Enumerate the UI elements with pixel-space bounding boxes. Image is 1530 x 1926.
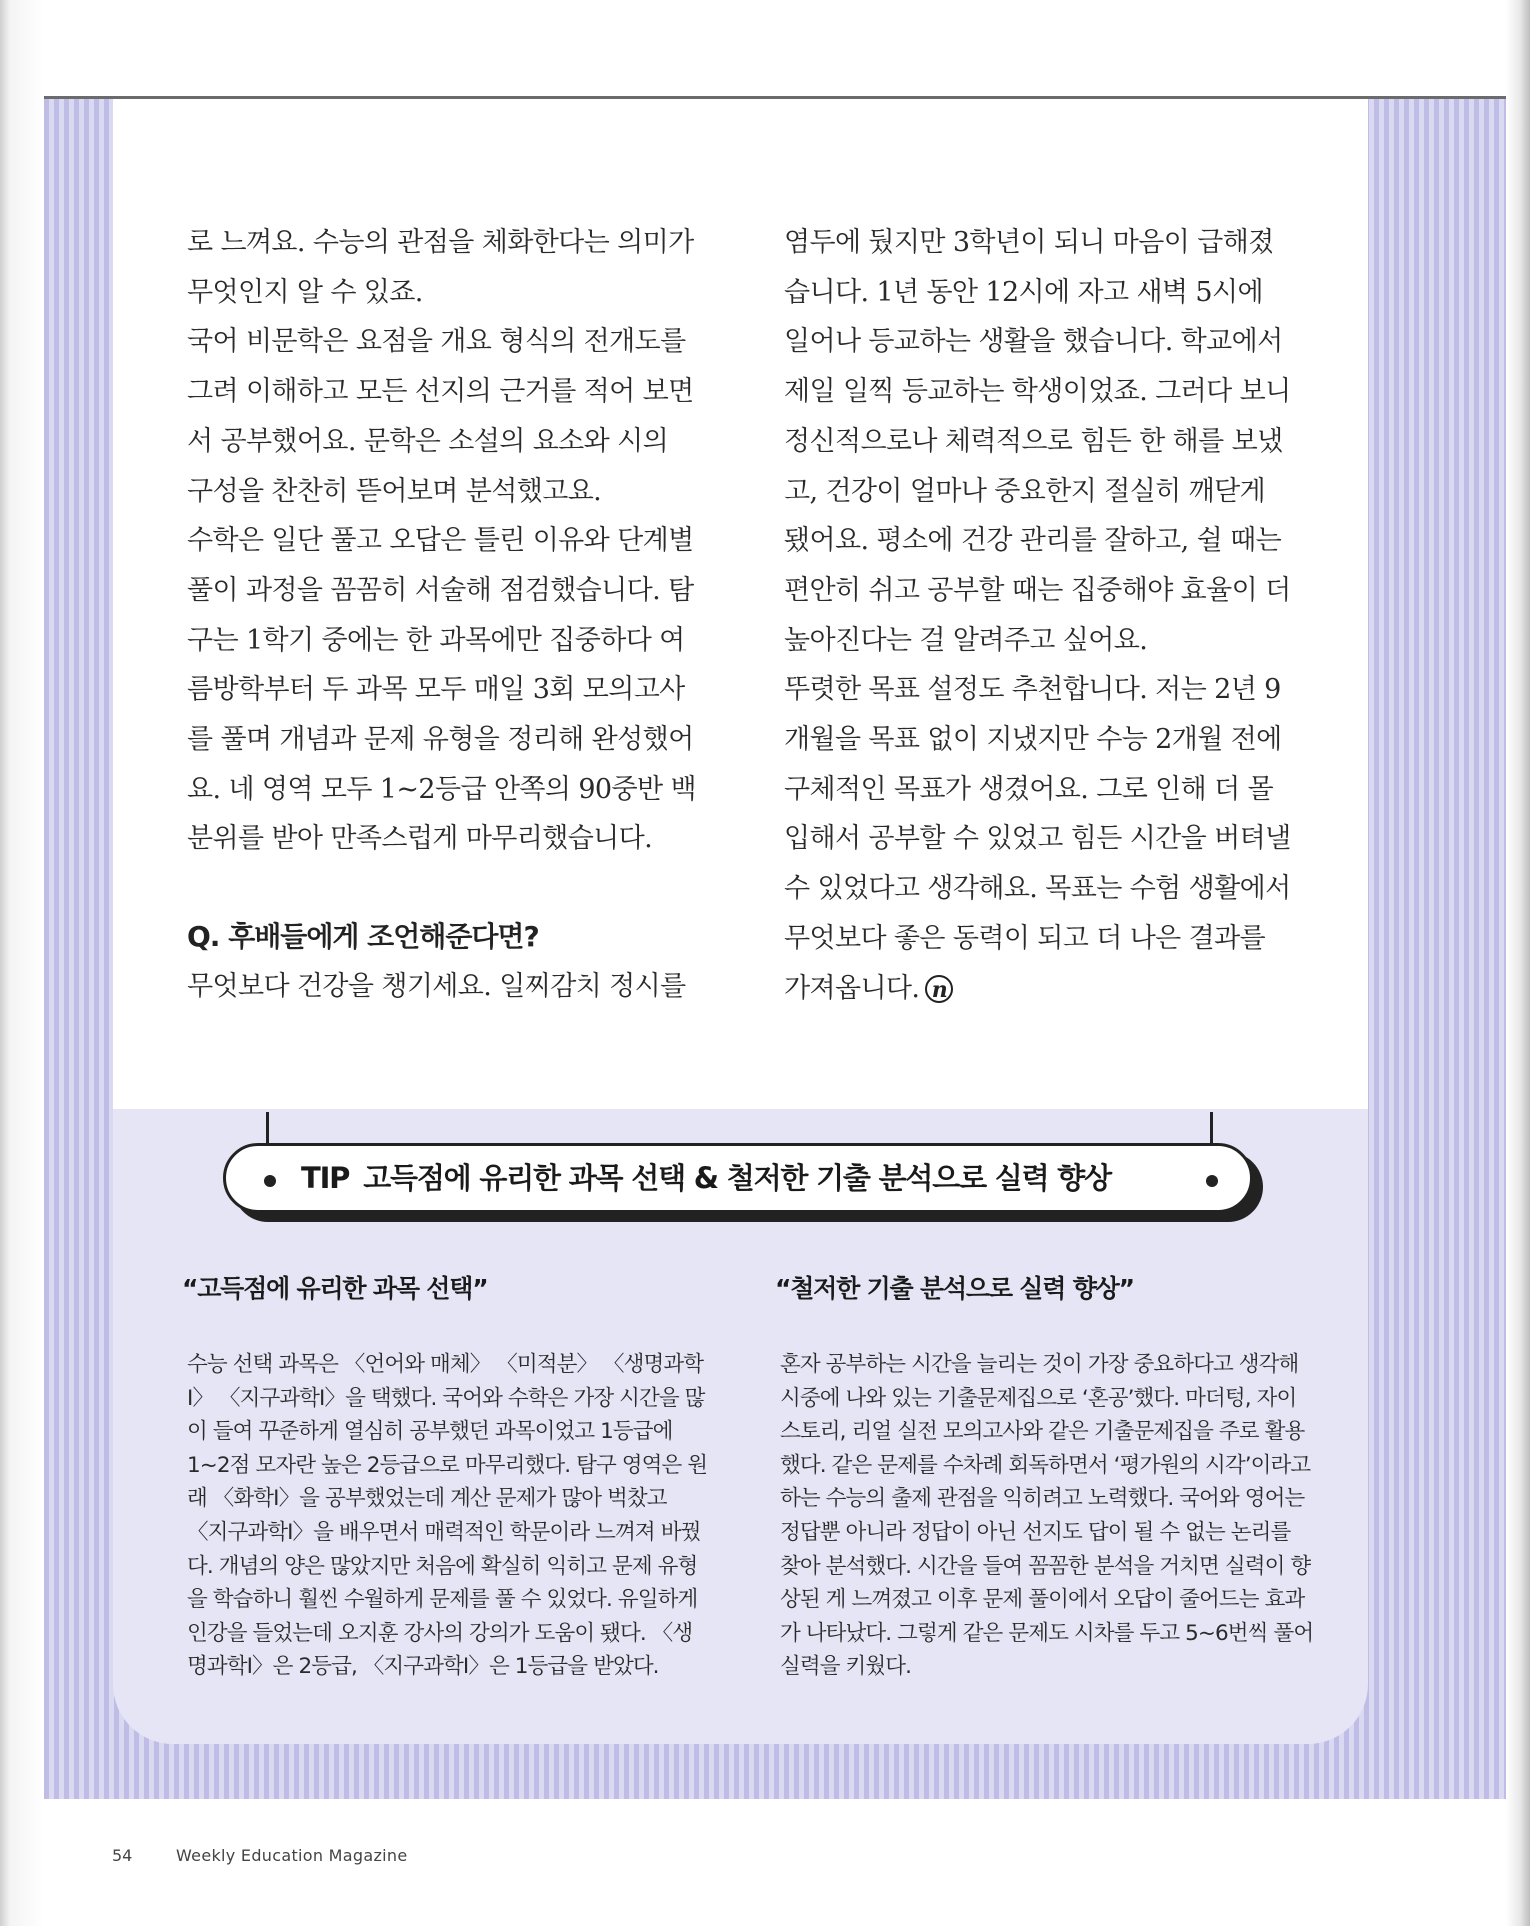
answer-paragraph: 무엇보다 건강을 챙기세요. 일찌감치 정시를 — [187, 970, 686, 1002]
tip-bar — [223, 1143, 1253, 1213]
article-paragraph: 수학은 일단 풀고 오답은 틀린 이유와 단계별 풀이 과정을 꼼꼼히 서술해 점검했습니다. 탐구는 1학기 중에는 한 과목에만 집중하다 여름방학부터 두 과목 모두 매일 3회 모의고사를 풀며 개념과 문제 유형을 정리해 완성했어요. 네 영역 모두 1~2등급 안쪽의 90중반 백분위를 받아 만족스럽게 마무리했습니다. — [187, 525, 696, 855]
tip-label: TIP — [301, 1161, 350, 1195]
article-paragraph: 염두에 뒀지만 3학년이 되니 마음이 급해졌습니다. 1년 동안 12시에 자고 새벽 5시에 일어나 등교하는 생활을 했습니다. 학교에서 제일 일찍 등교하는 학생이었죠. 그러다 보니 정신적으로나 체력적으로 힘든 한 해를 보냈고, 건강이 얼마나 중요한지 절실히 깨닫게 됐어요. 평소에 건강 관리를 잘하고, 쉴 때는 편안히 쉬고 공부할 때는 집중해야 효율이 더 높아진다는 걸 알려주고 싶어요. — [784, 227, 1291, 656]
article-paragraph — [784, 665, 1296, 1013]
tip-left-body: 수능 선택 과목은 〈언어와 매체〉 〈미적분〉 〈생명과학Ⅰ〉 〈지구과학Ⅰ〉을 택했다. 국어와 수학은 가장 시간을 많이 들여 꾸준하게 열심히 공부했던 과목이었고 1등급에 1~2점 모자란 높은 2등급으로 마무리했다. 탐구 영역은 원래 〈화학Ⅰ〉을 공부했었는데 계산 문제가 많아 벅찼고 〈지구과학Ⅰ〉을 배우면서 매력적인 학문이라 느껴져 바꿨다. 개념의 양은 많았지만 처음에 확실히 익히고 문제 유형을 학습하니 훨씬 수월하게 문제를 풀 수 있었다. 유일하게 인강을 들었는데 오지훈 강사의 강의가 도움이 됐다. 〈생명과학Ⅰ〉은 2등급, 〈지구과학Ⅰ〉은 1등급을 받았다. — [187, 1352, 708, 1680]
article-left-column — [187, 218, 699, 1012]
tip-left-section — [182, 1272, 712, 1684]
tip-right-section — [775, 1272, 1315, 1684]
end-mark-icon: n — [925, 975, 953, 1003]
page-edge-right — [1506, 0, 1530, 1926]
tip-title-text: 고득점에 유리한 과목 선택 & 철저한 기출 분석으로 실력 향상 — [363, 1161, 1111, 1195]
tip-title — [301, 1158, 1181, 1198]
magazine-name: Weekly Education Magazine — [176, 1846, 408, 1865]
article-paragraph: 로 느껴요. 수능의 관점을 체화한다는 의미가 무엇인지 알 수 있죠. — [187, 227, 694, 308]
article-right-column — [784, 218, 1296, 1013]
page-edge-left — [0, 0, 44, 1926]
page-number: 54 — [112, 1846, 133, 1865]
tip-right-body: 혼자 공부하는 시간을 늘리는 것이 가장 중요하다고 생각해 시중에 나와 있는 기출문제집으로 ‘혼공’했다. 마더텅, 자이스토리, 리얼 실전 모의고사와 같은 기출문제집을 주로 활용했다. 같은 문제를 수차례 회독하면서 ‘평가원의 시각’이라고 하는 수능의 출제 관점을 익히려고 노력했다. 국어와 영어는 정답뿐 아니라 정답이 아닌 선지도 답이 될 수 없는 논리를 찾아 분석했다. 시간을 들여 꼼꼼한 분석을 거치면 실력이 향상된 게 느껴졌고 이후 문제 풀이에서 오답이 줄어드는 효과가 나타났다. 그렇게 같은 문제도 시차를 두고 5~6번씩 풀어 실력을 키웠다. — [780, 1352, 1314, 1680]
bullet-dot-icon — [264, 1175, 276, 1187]
bullet-dot-icon — [1206, 1175, 1218, 1187]
tip-right-title: “철저한 기출 분석으로 실력 향상” — [775, 1274, 1134, 1303]
article-paragraph: 국어 비문학은 요점을 개요 형식의 전개도를 그려 이해하고 모든 선지의 근거를 적어 보면서 공부했어요. 문학은 소설의 요소와 시의 구성을 찬찬히 뜯어보며 분석했고요. — [187, 326, 694, 507]
tip-left-title: “고득점에 유리한 과목 선택” — [182, 1274, 488, 1303]
question-heading: Q. 후배들에게 조언해준다면? — [187, 920, 539, 954]
article-paragraph-text: 뚜렷한 목표 설정도 추천합니다. 저는 2년 9개월을 목표 없이 지냈지만 수능 2개월 전에 구체적인 목표가 생겼어요. 그로 인해 더 몰입해서 공부할 수 있었고 힘든 시간을 버텨낼 수 있었다고 생각해요. 목표는 수험 생활에서 무엇보다 좋은 동력이 되고 더 나은 결과를 가져옵니다. — [784, 674, 1291, 1004]
